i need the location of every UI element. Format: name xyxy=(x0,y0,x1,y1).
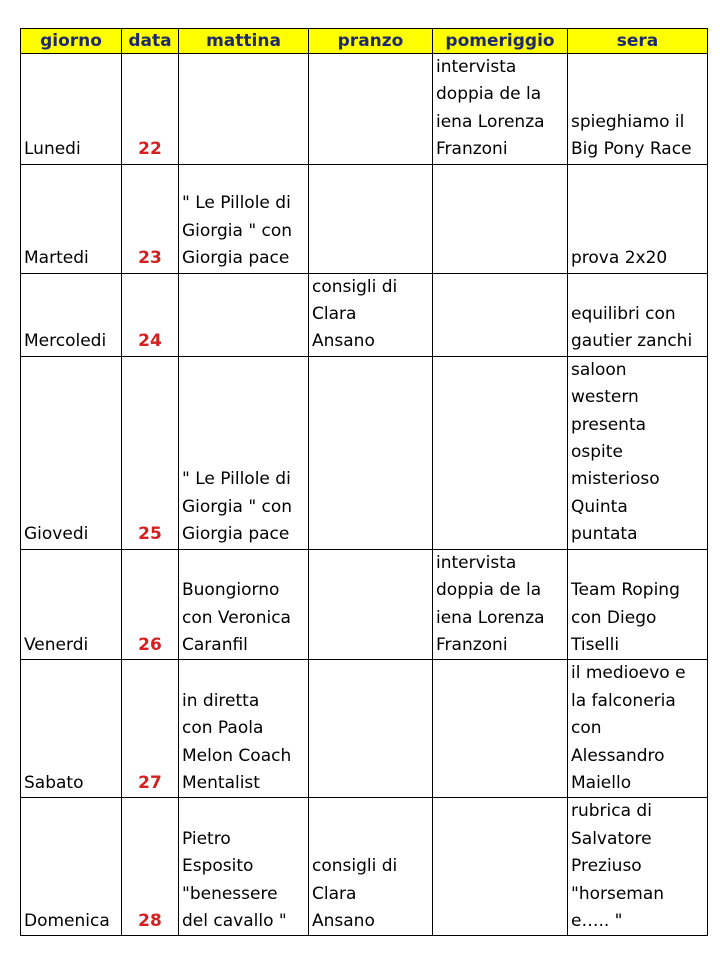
mattina-text-line: con Veronica xyxy=(182,607,291,628)
mattina-text-line: Melon Coach xyxy=(182,745,292,766)
table-row xyxy=(21,54,708,165)
pranzo-text-line: consigli di xyxy=(312,856,398,877)
cell-pomeriggio xyxy=(433,549,568,660)
cell-giorno: Giovedi xyxy=(21,356,122,549)
cell-giorno: Lunedi xyxy=(21,54,122,165)
mattina-text-line: " Le Pillole di xyxy=(182,193,291,214)
cell-sera xyxy=(568,660,708,798)
mattina-text-line: con Paola xyxy=(182,718,264,739)
table-row xyxy=(21,164,708,273)
cell-data: 22 xyxy=(122,54,179,165)
cell-data: 27 xyxy=(122,660,179,798)
cell-giorno: Sabato xyxy=(21,660,122,798)
cell-pomeriggio xyxy=(433,356,568,549)
sera-text-line: Preziuso xyxy=(571,856,642,877)
cell-sera xyxy=(568,273,708,356)
pomeriggio-text-line: iena Lorenza xyxy=(436,111,545,132)
sera-text-line: ospite xyxy=(571,442,623,463)
table-row xyxy=(21,356,708,549)
pomeriggio-text-line: Franzoni xyxy=(436,139,508,160)
mattina-text-line: " Le Pillole di xyxy=(182,469,291,490)
pranzo-text-line: Ansano xyxy=(312,331,375,352)
table-row xyxy=(21,798,708,936)
pomeriggio-text-line: doppia de la xyxy=(436,580,542,601)
cell-mattina xyxy=(179,356,309,549)
cell-pranzo xyxy=(309,660,433,798)
sera-text-line: Maiello xyxy=(571,772,632,793)
mattina-text-line: Buongiorno xyxy=(182,580,280,601)
pomeriggio-text-line: intervista xyxy=(436,552,517,573)
mattina-text-line: "benessere xyxy=(182,883,278,904)
cell-pomeriggio xyxy=(433,273,568,356)
header-data: data xyxy=(122,29,179,54)
cell-data: 23 xyxy=(122,164,179,273)
cell-data: 24 xyxy=(122,273,179,356)
cell-data: 28 xyxy=(122,798,179,936)
pranzo-text-line: Clara xyxy=(312,304,357,325)
sera-text-line: con Diego xyxy=(571,607,657,628)
table-row xyxy=(21,660,708,798)
sera-text-line: equilibri con xyxy=(571,304,676,325)
pomeriggio-text-line: Franzoni xyxy=(436,634,508,655)
sera-text-line: Team Roping xyxy=(571,580,680,601)
header-giorno: giorno xyxy=(21,29,122,54)
mattina-text-line: Giorgia pace xyxy=(182,524,290,545)
sera-text-line: Salvatore xyxy=(571,828,652,849)
sera-text-line: gautier zanchi xyxy=(571,331,693,352)
cell-giorno: Martedi xyxy=(21,164,122,273)
mattina-text-line: del cavallo " xyxy=(182,910,287,931)
pranzo-text-line: Ansano xyxy=(312,910,375,931)
cell-pranzo xyxy=(309,356,433,549)
cell-mattina xyxy=(179,273,309,356)
sera-text-line: rubrica di xyxy=(571,801,652,822)
cell-sera xyxy=(568,549,708,660)
cell-giorno: Domenica xyxy=(21,798,122,936)
sera-text-line: e….. " xyxy=(571,910,623,931)
sera-text-line: misterioso xyxy=(571,469,660,490)
sera-text-line: Quinta xyxy=(571,496,628,517)
mattina-text-line: Giorgia pace xyxy=(182,248,290,269)
sera-text-line: puntata xyxy=(571,524,638,545)
cell-giorno: Venerdi xyxy=(21,549,122,660)
table-row xyxy=(21,549,708,660)
cell-giorno: Mercoledi xyxy=(21,273,122,356)
mattina-text-line: Caranfil xyxy=(182,634,248,655)
cell-mattina xyxy=(179,660,309,798)
mattina-text-line: Mentalist xyxy=(182,772,260,793)
sera-text-line: saloon xyxy=(571,359,627,380)
cell-pranzo xyxy=(309,273,433,356)
mattina-text-line: in diretta xyxy=(182,690,260,711)
weekly-schedule-table xyxy=(20,28,708,936)
table-header xyxy=(21,29,708,54)
cell-pranzo xyxy=(309,549,433,660)
table-body xyxy=(21,54,708,936)
cell-data: 26 xyxy=(122,549,179,660)
cell-sera xyxy=(568,356,708,549)
sera-text-line: western xyxy=(571,387,639,408)
header-pomeriggio: pomeriggio xyxy=(433,29,568,54)
sera-text-line: "horseman xyxy=(571,883,665,904)
cell-mattina xyxy=(179,54,309,165)
mattina-text-line: Giorgia " con xyxy=(182,220,293,241)
cell-data: 25 xyxy=(122,356,179,549)
cell-pranzo xyxy=(309,798,433,936)
pranzo-text-line: consigli di xyxy=(312,276,398,297)
sera-text-line: Tiselli xyxy=(571,634,620,655)
cell-mattina xyxy=(179,164,309,273)
cell-pranzo xyxy=(309,54,433,165)
sera-text-line: con xyxy=(571,718,602,739)
sera-text-line: presenta xyxy=(571,414,647,435)
mattina-text-line: Pietro xyxy=(182,828,231,849)
header-row xyxy=(21,29,708,54)
cell-pomeriggio xyxy=(433,660,568,798)
sera-text-line: la falconeria xyxy=(571,690,676,711)
cell-pranzo xyxy=(309,164,433,273)
sera-text-line: il medioevo e xyxy=(571,663,686,684)
cell-mattina xyxy=(179,798,309,936)
sera-text-line: spieghiamo il xyxy=(571,111,685,132)
sera-text-line: Alessandro xyxy=(571,745,665,766)
pranzo-text-line: Clara xyxy=(312,883,357,904)
cell-pomeriggio xyxy=(433,164,568,273)
mattina-text-line: Giorgia " con xyxy=(182,496,293,517)
header-pranzo: pranzo xyxy=(309,29,433,54)
header-sera: sera xyxy=(568,29,708,54)
cell-sera xyxy=(568,54,708,165)
pomeriggio-text-line: iena Lorenza xyxy=(436,607,545,628)
sera-text-line: prova 2x20 xyxy=(571,248,668,269)
cell-sera xyxy=(568,798,708,936)
cell-pomeriggio xyxy=(433,798,568,936)
mattina-text-line: Esposito xyxy=(182,856,254,877)
table-row xyxy=(21,273,708,356)
header-mattina: mattina xyxy=(179,29,309,54)
cell-pomeriggio xyxy=(433,54,568,165)
pomeriggio-text-line: doppia de la xyxy=(436,84,542,105)
sera-text-line: Big Pony Race xyxy=(571,139,692,160)
pomeriggio-text-line: intervista xyxy=(436,57,517,77)
cell-mattina xyxy=(179,549,309,660)
cell-sera xyxy=(568,164,708,273)
